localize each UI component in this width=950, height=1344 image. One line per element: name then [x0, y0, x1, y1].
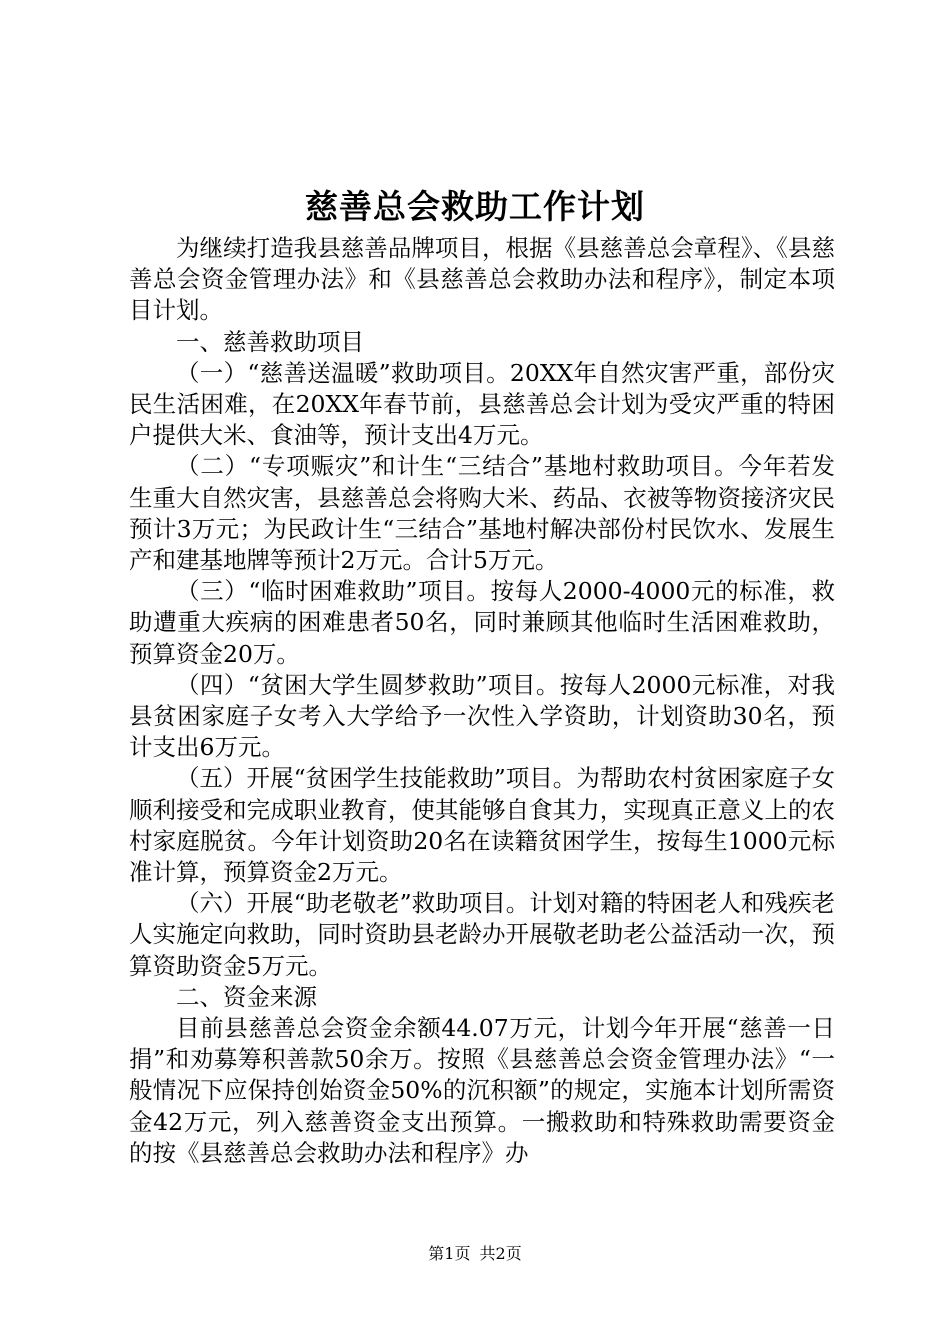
project-paragraph-2: （二）“专项赈灾”和计生“三结合”基地村救助项目。今年若发生重大自然灾害，县慈善总会将购大米、药品、衣被等物资接济灾民预计3万元；为民政计生“三结合”基地村解决部份村民饮水、发展生产和建基地牌等预计2万元。合计5万元。	[129, 452, 835, 575]
page-footer	[0, 1243, 950, 1265]
project-paragraph-5: （五）开展“贫困学生技能救助”项目。为帮助农村贫困家庭子女顺利接受和完成职业教育，使其能够自食其力，实现真正意义上的农村家庭脱贫。今年计划资助20名在读籍贫困学生，按每生1000元标准计算，预算资金2万元。	[129, 764, 835, 887]
page-total: 共2页	[479, 1244, 522, 1263]
document-title: 慈善总会救助工作计划	[305, 187, 645, 226]
project-paragraph-1: （一）“慈善送温暖”救助项目。20XX年自然灾害严重，部份灾民生活困难，在20XX年春节前，县慈善总会计划为受灾严重的特困户提供大米、食油等，预计支出4万元。	[129, 358, 835, 450]
section-heading-projects: 一、慈善救助项目	[176, 327, 364, 356]
section-heading-funding: 二、资金来源	[176, 982, 317, 1011]
page-number: 第1页	[428, 1244, 471, 1263]
project-paragraph-6: （六）开展“助老敬老”救助项目。计划对籍的特困老人和残疾老人实施定向救助，同时资助县老龄办开展敬老助老公益活动一次，预算资助资金5万元。	[129, 889, 835, 980]
project-paragraph-3: （三）“临时困难救助”项目。按每人2000-4000元的标准，救助遭重大疾病的困难患者50名，同时兼顾其他临时生活困难救助，预算资金20万。	[129, 577, 835, 668]
funding-paragraph: 目前县慈善总会资金余额44.07万元，计划今年开展“慈善一日捐”和劝募筹积善款50余万。按照《县慈善总会资金管理办法》“一般情况下应保持创始资金50%的沉积额”的规定，实施本计划所需资金42万元，列入慈善资金支出预算。一搬救助和特殊救助需要资金的按《县慈善总会救助办法和程序》办	[129, 1014, 835, 1167]
project-paragraph-4: （四）“贫困大学生圆梦救助”项目。按每人2000元标准，对我县贫困家庭子女考入大学给予一次性入学资助，计划资助30名，预计支出6万元。	[129, 670, 835, 762]
intro-paragraph: 为继续打造我县慈善品牌项目，根据《县慈善总会章程》、《县慈善总会资金管理办法》和《县慈善总会救助办法和程序》，制定本项目计划。	[129, 234, 835, 325]
document-body	[129, 233, 835, 1169]
